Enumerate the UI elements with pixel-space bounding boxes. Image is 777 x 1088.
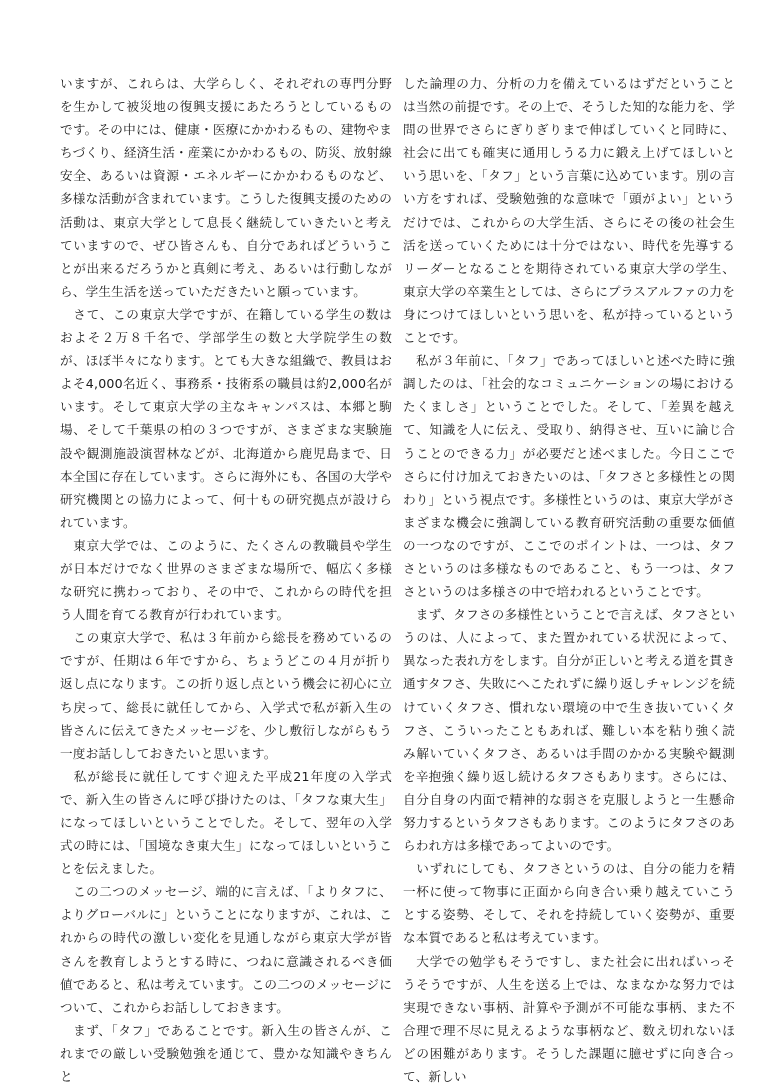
right-column [403,72,735,1088]
paragraph: 大学での勉学もそうですし、また社会に出ればいっそうそうですが、人生を送る上では、なまなかな努力では実現できない事柄、計算や予測が不可能な事柄、また不合理で理不尽に見えるような事柄など、数え切れないほどの困難があります。そうした課題に臆せずに向き合って、新しい [403,953,735,1085]
paragraph: この東京大学で、私は３年前から総長を務めているのですが、任期は６年ですから、ちょうどこの４月が折り返し点になります。この折り返し点という機会に初心に立ち戻って、総長に就任してから、入学式で私が新入生の皆さんに伝えてきたメッセージを、少し敷衍しながらもう一度お話ししておきたいと思います。 [60,630,392,761]
paragraph: した論理の力、分析の力を備えているはずだということは当然の前提です。その上で、そうした知的な能力を、学問の世界でさらにぎりぎりまで伸ばしていくと同時に、社会に出ても確実に通用しうる力に鍛え上げてほしいという思いを、「タフ」という言葉に込めています。別の言い方をすれば、受験勉強的な意味で「頭がよい」というだけでは、これからの大学生活、さらにその後の社会生活を送っていくためには十分ではない、時代を先導するリーダーとなることを期待されている東京大学の学生、東京大学の卒業生としては、さらにプラスアルファの力を身につけてほしいという思いを、私が持っているということです。 [403,76,735,346]
left-column [60,72,392,1088]
paragraph: 私が総長に就任してすぐ迎えた平成21年度の入学式で、新入生の皆さんに呼び掛けたのは、「タフな東大生」になってほしいということでした。そして、翌年の入学式の時には、「国境なき東大生」になってほしいということを伝えました。 [60,768,392,877]
paragraph: いずれにしても、タフさというのは、自分の能力を精一杯に使って物事に正面から向き合い乗り越えていこうとする姿勢、そして、それを持続していく姿勢が、重要な本質であると私は考えています。 [403,861,735,946]
paragraph: この二つのメッセージ、端的に言えば、「よりタフに、よりグローバルに」ということになりますが、これは、これからの時代の激しい変化を見通しながら東京大学が皆さんを教育しようとする時に、つねに意識されるべき価値であると、私は考えています。この二つのメッセージについて、これからお話ししておきます。 [60,884,393,1015]
paragraph: 東京大学では、このように、たくさんの教職員や学生が日本だけでなく世界のさまざまな場所で、幅広く多様な研究に携わっており、その中で、これからの時代を担う人間を育てる教育が行われています。 [60,537,392,623]
paragraph: まず、タフさの多様性ということで言えば、タフさというのは、人によって、また置かれている状況によって、異なった表れ方をします。自分が正しいと考える道を貫き通すタフさ、失敗にへこたれずに繰り返しチャレンジを続けていくタフさ、慣れない環境の中で生き抜いていくタフさ、こういったこともあれば、難しい本を粘り強く読み解いていくタフさ、あるいは手間のかかる実験や観測を辛抱強く繰り返し続けるタフさもあります。さらには、自分自身の内面で精神的な弱さを克服しようと一生懸命努力するというタフさもあります。このようにタフさのあらわれ方は多様であってよいのです。 [403,607,735,854]
paragraph: さて、この東京大学ですが、在籍している学生の数はおよそ２万８千名で、学部学生の数と大学院学生の数が、ほぼ半々になります。とても大きな組織で、教員はおよそ4,000名近く、事務系・技術系の職員は約2,000名がいます。そして東京大学の主なキャンパスは、本郷と駒場、そして千葉県の柏の３つですが、さまざまな実験施設や観測施設演習林などが、北海道から鹿児島まで、日本全国に存在しています。さらに海外にも、各国の大学や研究機関との協力によって、何十もの研究拠点が設けられています。 [60,306,392,530]
paragraph: いますが、これらは、大学らしく、それぞれの専門分野を生かして被災地の復興支援にあたろうとしているものです。その中には、健康・医療にかかわるもの、建物やまちづくり、経済生活・産業にかかわるもの、防災、放射線安全、あるいは資源・エネルギーにかかわるものなど、多様な活動が含まれています。こうした復興支援のための活動は、東京大学として息長く継続していきたいと考えていますので、ぜひ皆さんも、自分であればどういうことが出来るだろうかと真剣に考え、あるいは行動しながら、学生生活を送っていただきたいと願っています。 [60,76,393,299]
paragraph: まず、「タフ」であることです。新入生の皆さんが、これまでの厳しい受験勉強を通じて、豊かな知識やきちんと [60,1022,392,1085]
paragraph: 私が３年前に、「タフ」であってほしいと述べた時に強調したのは、「社会的なコミュニケーションの場におけるたくましさ」ということでした。そして、「差異を越えて、知識を人に伝え、受取り、納得させ、互いに論じ合うことのできる力」が必要だと述べました。今日ここでさらに付け加えておきたいのは、「タフさと多様性との関わり」という視点です。多様性というのは、東京大学がさまざまな機会に強調している教育研究活動の重要な価値の一つなのですが、ここでのポイントは、一つは、タフさというのは多様なものであること、もう一つは、タフさというのは多様さの中で培われるということです。 [403,353,735,600]
